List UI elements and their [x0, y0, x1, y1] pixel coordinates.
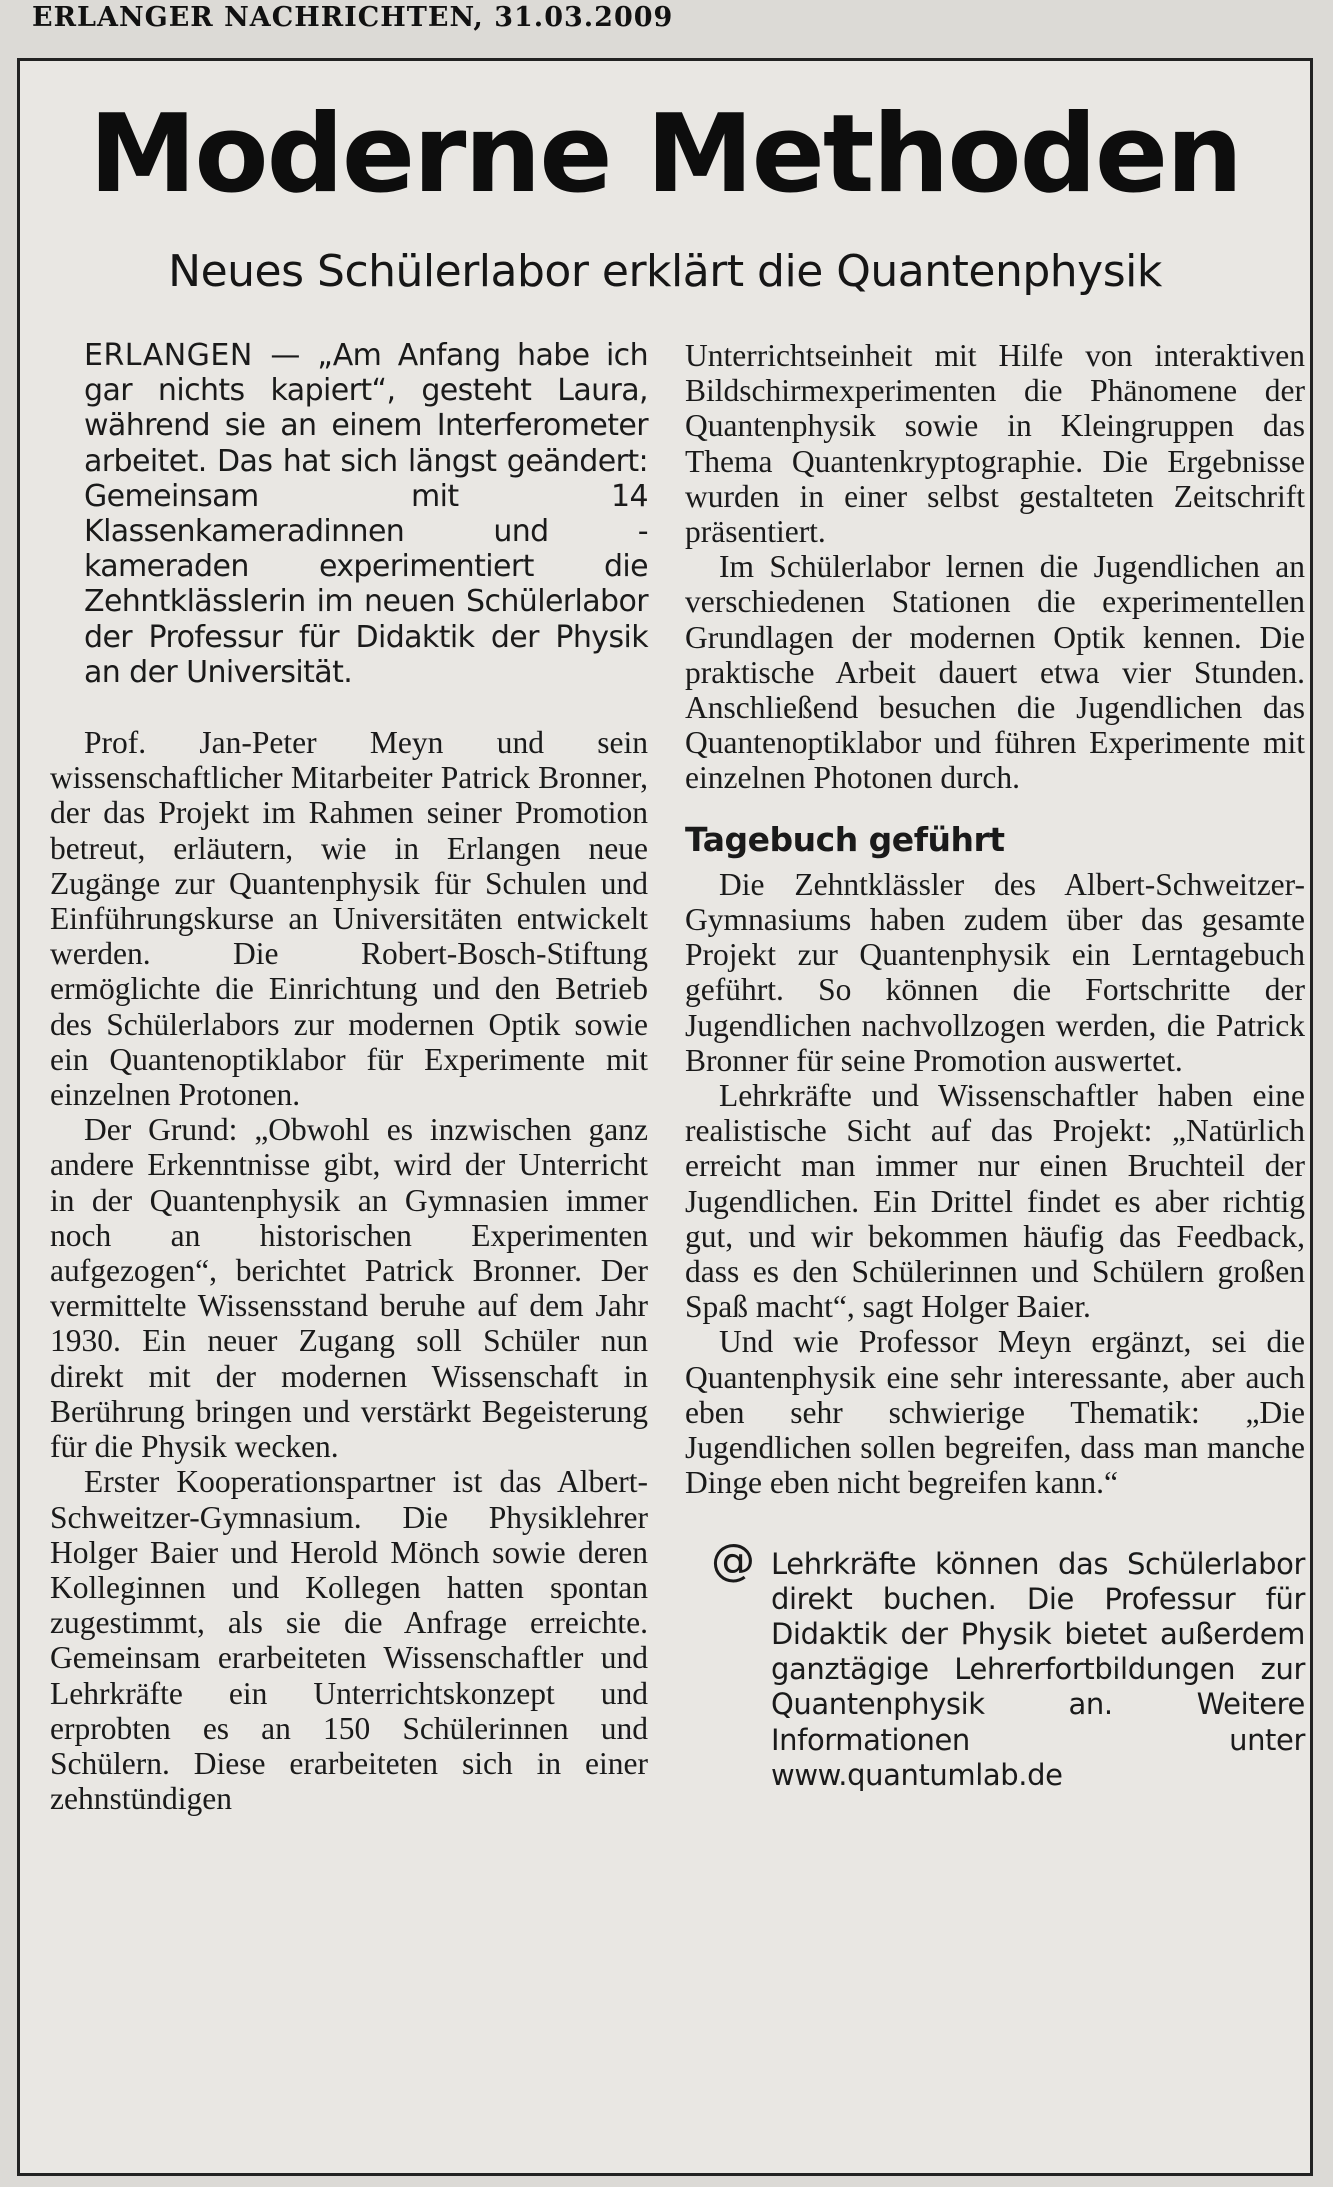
- lead-paragraph: [50, 338, 648, 690]
- info-box: [685, 1534, 1305, 1793]
- dateline: ERLANGEN —: [84, 338, 301, 373]
- right-column: [685, 338, 1305, 1793]
- body-paragraph: Die Zehntklässler des Albert-Schweitzer-Gymnasiums haben zudem über das gesamte Projekt zur Quantenphysik ein Lerntagebuch geführt. So können die Fortschritte der Jugendlichen nachvollzogen werden, die Patrick Bronner für seine Promotion auswertet.: [685, 866, 1305, 1078]
- left-column: [50, 338, 648, 1816]
- info-text: Lehrkräfte können das Schülerlabor direkt buchen. Die Professur für Didaktik der Physik bietet außerdem ganztägige Lehrerfortbildungen zur Quantenphysik an. Weitere Informationen unter www.quantumlab.de: [771, 1546, 1305, 1792]
- subheadline: Neues Schülerlabor erklärt die Quantenphysik: [168, 246, 1162, 297]
- article-frame: [17, 58, 1313, 2176]
- body-paragraph: Erster Kooperationspartner ist das Albert-Schweitzer-Gymnasium. Die Physiklehrer Holger Baier und Herold Mönch sowie deren Kolleginnen und Kollegen hatten spontan zugestimmt, als sie die Anfrage erreichte. Gemeinsam erarbeiteten Wissenschaftler und Lehrkräfte ein Unterrichtskonzept und erprobten es an 150 Schülerinnen und Schülern. Diese erarbeiteten sich in einer zehnstündigen: [50, 1464, 648, 1817]
- body-paragraph: Der Grund: „Obwohl es inzwischen ganz andere Erkenntnisse gibt, wird der Unterricht in der Quantenphysik an Gymnasien immer noch an historischen Experimenten aufgezogen“, berichtet Patrick Bronner. Der vermittelte Wissensstand beruhe auf dem Jahr 1930. Ein neuer Zugang soll Schüler nun direkt mit der modernen Wissenschaft in Berührung bringen und verstärkt Begeisterung für die Physik wecken.: [50, 1112, 648, 1465]
- section-subtitle: Tagebuch geführt: [685, 819, 1005, 859]
- lead-text: „Am Anfang habe ich gar nichts kapiert“, gesteht Laura, während sie an einem Interferometer arbeitet. Das hat sich längst geändert: Gemeinsam mit 14 Klassenkameradinnen und -kameraden experimentiert die Zehntklässlerin im neuen Schülerlabor der Professur für Didaktik der Physik an der Universität.: [84, 338, 648, 690]
- headline: Moderne Methoden: [88, 92, 1242, 217]
- body-paragraph: Und wie Professor Meyn ergänzt, sei die Quantenphysik eine sehr interessante, aber auch eben sehr schwierige Thematik: „Die Jugendlichen sollen begreifen, dass man manche Dinge eben nicht begreifen kann.“: [685, 1324, 1305, 1501]
- body-paragraph: Prof. Jan-Peter Meyn und sein wissenschaftlicher Mitarbeiter Patrick Bronner, der das Projekt im Rahmen seiner Promotion betreut, erläutern, wie in Erlangen neue Zugänge zur Quantenphysik für Schulen und Einführungskurse an Universitäten entwickelt werden. Die Robert-Bosch-Stiftung ermöglichte die Einrichtung und den Betrieb des Schülerlabors zur modernen Optik sowie ein Quantenoptiklabor für Experimente mit einzelnen Protonen.: [50, 725, 648, 1113]
- at-icon: @: [711, 1534, 755, 1586]
- body-paragraph: Im Schülerlabor lernen die Jugendlichen an verschiedenen Stationen die experimentellen Grundlagen der modernen Optik kennen. Die praktische Arbeit dauert etwa vier Stunden. Anschließend besuchen die Jugendlichen das Quantenoptiklabor und führen Experimente mit einzelnen Photonen durch.: [685, 549, 1305, 796]
- body-paragraph-continued: Unterrichtseinheit mit Hilfe von interaktiven Bildschirmexperimenten die Phänomene der Quantenphysik sowie in Kleingruppen das Thema Quantenkryptographie. Die Ergebnisse wurden in einer selbst gestalteten Zeitschrift präsentiert.: [685, 338, 1305, 550]
- body-paragraph: Lehrkräfte und Wissenschaftler haben eine realistische Sicht auf das Projekt: „Natürlich erreicht man immer nur einen Bruchteil der Jugendlichen. Ein Drittel findet es aber richtig gut, und wir bekommen häufig das Feedback, dass es den Schülerinnen und Schülern großen Spaß macht“, sagt Holger Baier.: [685, 1078, 1305, 1325]
- masthead: ERLANGER NACHRICHTEN, 31.03.2009: [32, 2, 674, 33]
